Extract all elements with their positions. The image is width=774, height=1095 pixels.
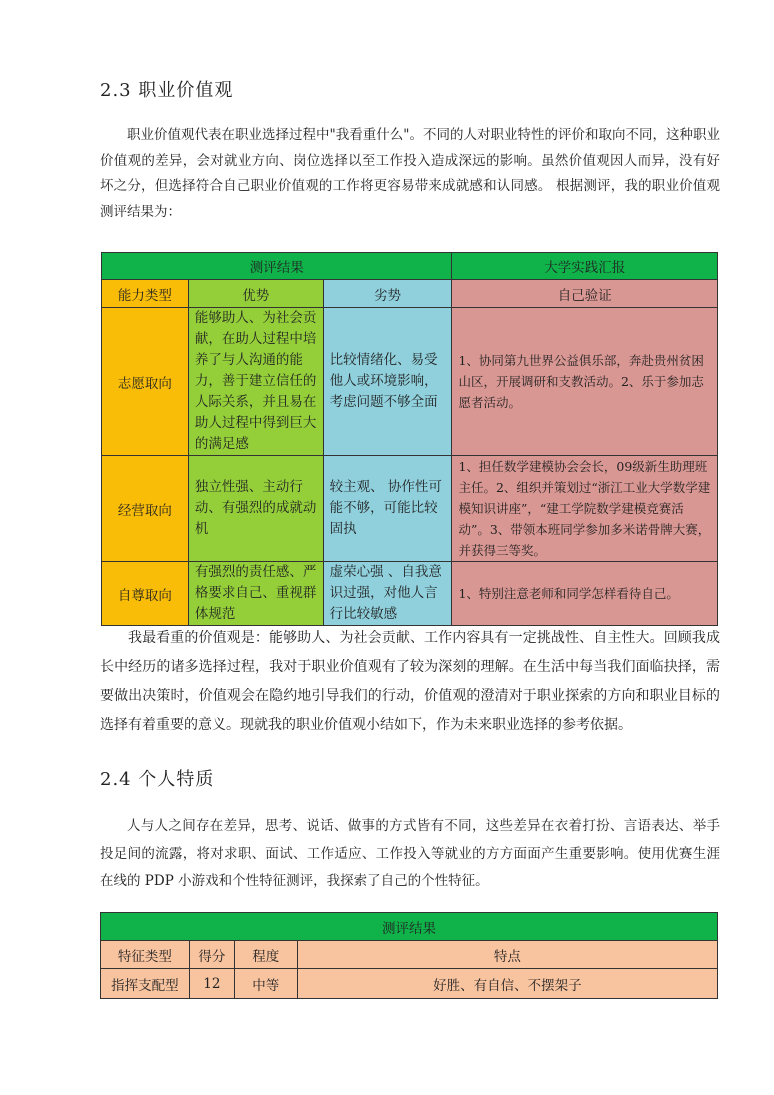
section-heading-traits: 2.4 个人特质 [100,769,215,790]
values-result-table [101,252,718,626]
table-row [101,969,718,999]
col-header-advantage: 优势 [188,280,323,308]
row-disadvantage: 较主观、 协作性可能不够，可能比较固执 [323,456,452,562]
trait-score: 12 [189,969,234,999]
table-row [102,456,718,562]
row-type: 志愿取向 [102,308,189,456]
col-header-traits: 特点 [297,941,717,969]
traits-result-table [100,912,718,999]
traits-intro-paragraph: 人与人之间存在差异，思考、说话、做事的方式皆有不同，这些差异在衣着打扮、言语表达、举手投足间的流露，将对求职、面试、工作适应、工作投入等就业的方方面面产生重要影响。使用优赛生涯在线的 PDP 小游戏和个性特征测评，我探索了自己的个性特征。 [100,818,720,889]
traits-table-header: 测评结果 [101,913,718,941]
trait-level: 中等 [234,969,297,999]
values-table-header-right: 大学实践汇报 [452,253,718,280]
col-header-type: 能力类型 [102,280,189,308]
col-header-trait-type: 特征类型 [101,941,190,969]
row-advantage: 有强烈的责任感、严格要求自己、重视群体规范 [188,562,323,626]
section-heading-values: 2.3 职业价值观 [100,80,234,101]
row-disadvantage: 比较情绪化、易受他人或环境影响，考虑问题不够全面 [323,308,452,456]
row-advantage: 独立性强、主动行动、有强烈的成就动机 [188,456,323,562]
row-advantage: 能够助人、为社会贡献，在助人过程中培养了与人沟通的能力，善于建立信任的人际关系，并且易在助人过程中得到巨大的满足感 [188,308,323,456]
col-header-verify: 自己验证 [452,280,718,308]
values-intro-paragraph: 职业价值观代表在职业选择过程中"我看重什么"。不同的人对职业特性的评价和取向不同，这种职业价值观的差异，会对就业方向、岗位选择以至工作投入造成深远的影响。虽然价值观因人而异，没有好坏之分，但选择符合自己职业价值观的工作将更容易带来成就感和认同感。 根据测评，我的职业价值观测评结果为： [100,127,720,220]
col-header-score: 得分 [189,941,234,969]
trait-features: 好胜、有自信、不摆架子 [297,969,717,999]
values-summary-paragraph: 我最看重的价值观是：能够助人、为社会贡献、工作内容具有一定挑战性、自主性大。回顾我成长中经历的诸多选择过程，我对于职业价值观有了较为深刻的理解。在生活中每当我们面临抉择，需要做出决策时，价值观会在隐约地引导我们的行动，价值观的澄清对于职业探索的方向和职业目标的选择有着重要的意义。现就我的职业价值观小结如下，作为未来职业选择的参考依据。 [100,630,720,733]
row-verify: 1、担任数学建模协会会长，09级新生助理班主任。2、组织并策划过“浙江工业大学数学建模知识讲座”，“建工学院数学建模竞赛活动”。3、带领本班同学参加多米诺骨牌大赛，并获得三等奖。 [452,456,718,562]
values-table-header-left: 测评结果 [102,253,452,280]
table-row [102,308,718,456]
row-type: 经营取向 [102,456,189,562]
row-type: 自尊取向 [102,562,189,626]
table-row [102,562,718,626]
row-verify: 1、协同第九世界公益俱乐部，奔赴贵州贫困山区，开展调研和支教活动。2、乐于参加志愿者活动。 [452,308,718,456]
row-verify: 1、特别注意老师和同学怎样看待自己。 [452,562,718,626]
row-disadvantage: 虚荣心强 、自我意识过强，对他人言行比较敏感 [323,562,452,626]
trait-type: 指挥支配型 [101,969,190,999]
col-header-level: 程度 [234,941,297,969]
col-header-disadvantage: 劣势 [323,280,452,308]
